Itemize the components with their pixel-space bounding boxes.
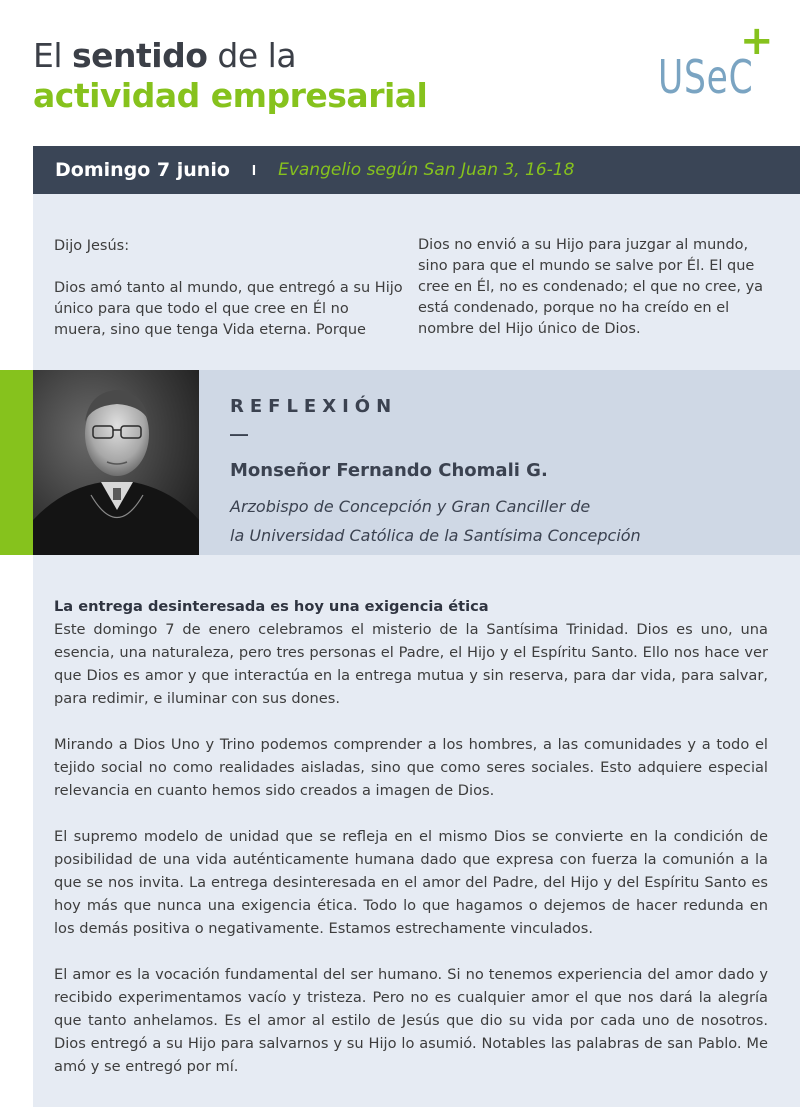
gospel-column-right <box>418 235 778 340</box>
gospel-reference: Evangelio según San Juan 3, 16-18 <box>278 160 575 180</box>
article-paragraph: El amor es la vocación fundamental del ser humano. Si no tenemos experiencia del amor dado y recibido experimentamos vacío y tristeza. Pero no es cualquier amor el que nos dará la alegría que tanto anhelamos. Es el amor al estilo de Jesús que dio su vida por cada uno de nosotros. Dios entregó a su Hijo para salvarnos y su Hijo lo asumió. Notables las palabras de san Pablo. Me amó y se entregó por mí. <box>54 966 768 1075</box>
author-role <box>230 492 641 550</box>
article-panel <box>33 555 800 1107</box>
page-title <box>33 36 427 116</box>
accent-bar <box>0 370 33 555</box>
author-name: Monseñor Fernando Chomali G. <box>230 460 548 481</box>
gospel-panel <box>33 194 800 370</box>
usec-logo <box>658 18 774 110</box>
gospel-header-bar <box>33 146 800 194</box>
logo-text: USeC <box>658 50 754 104</box>
article-paragraph: Mirando a Dios Uno y Trino podemos comprender a los hombres, a las comunidades y a todo el tejido social no como realidades aisladas, sino que como seres sociales. Esto adquiere especial relevancia en cuanto hemos sido creados a imagen de Dios. <box>54 736 768 799</box>
title-line-1: El sentido de la <box>33 36 297 75</box>
author-role-line-1: Arzobispo de Concepción y Gran Canciller de <box>230 497 591 516</box>
gospel-text-right: Dios no envió a su Hijo para juzgar al mundo, sino para que el mundo se salve por Él. El que cree en Él, no es condenado; el que no cree, ya está condenado, porque no ha creído en el nombre del Hijo único de Dios. <box>418 237 764 337</box>
portrait-image <box>33 370 199 555</box>
separator: I <box>251 161 257 179</box>
author-role-line-2: la Universidad Católica de la Santísima Concepción <box>230 526 641 545</box>
gospel-text-left: Dios amó tanto al mundo, que entregó a su Hijo único para que todo el que cree en Él no muera, sino que tenga Vida eterna. Porque <box>54 280 403 338</box>
title-line-2: actividad empresarial <box>33 76 428 115</box>
article-body <box>54 596 768 1101</box>
article-paragraph: El supremo modelo de unidad que se refleja en el mismo Dios se convierte en la condición de posibilidad de una vida auténticamente humana dado que expresa con fuerza la comunión a la que se nos invita. La entrega desinteresada en el amor del Padre, del Hijo y del Espíritu Santo es hoy más que nunca una exigencia ética. Todo lo que hagamos o dejemos de hacer redunda en los demás positiva o negativamente. Estamos estrechamente vinculados. <box>54 828 768 937</box>
reflection-heading: REFLEXIÓN <box>230 396 398 417</box>
article-paragraph: Este domingo 7 de enero celebramos el misterio de la Santísima Trinidad. Dios es uno, una esencia, una naturaleza, pero tres personas el Padre, el Hijo y el Espíritu Santo. Ello nos hace ver que Dios es amor y que interactúa en la entrega mutua y sin reserva, para dar vida, para salvar, para redimir, e iluminar con sus dones. <box>54 621 768 707</box>
reflection-dash: — <box>230 424 248 444</box>
article-heading: La entrega desinteresada es hoy una exigencia ética <box>54 598 489 615</box>
plus-icon: + <box>740 18 774 64</box>
gospel-intro: Dijo Jesús: <box>54 238 130 254</box>
gospel-date: Domingo 7 junio <box>55 159 230 181</box>
author-portrait <box>33 370 199 555</box>
gospel-column-left <box>54 236 404 341</box>
